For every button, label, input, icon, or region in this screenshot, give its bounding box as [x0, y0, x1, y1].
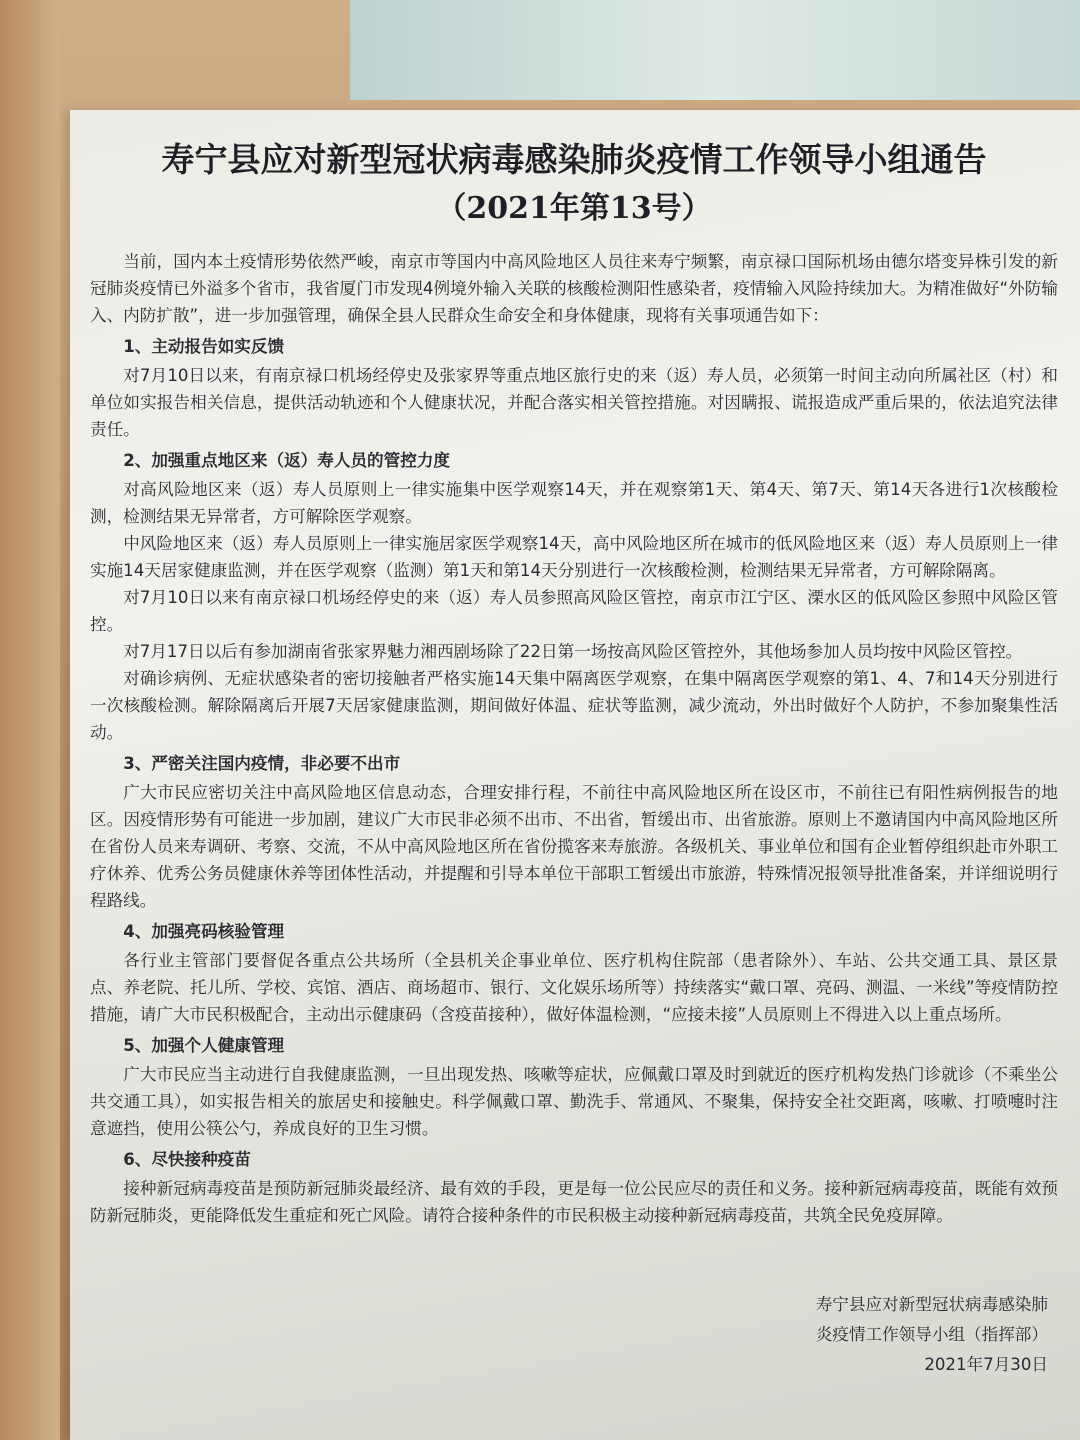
notice-number: （2021年第13号）	[436, 191, 712, 226]
section-paragraph: 各行业主管部门要督促各重点公共场所（全县机关企事业单位、医疗机构住院部（患者除外）、车站、公共交通工具、景区景点、养老院、托儿所、学校、宾馆、酒店、商场超市、银行、文化娱乐场所等）持续落实“戴口罩、亮码、测温、一米线”等疫情防控措施，请广大市民积极配合，主动出示健康码（含疫苗接种），做好体温检测，“应接未接”人员原则上不得进入以上重点场所。	[90, 951, 1058, 1024]
section-heading: 6、尽快接种疫苗	[123, 1150, 251, 1169]
section-paragraph: 接种新冠病毒疫苗是预防新冠肺炎最经济、最有效的手段，更是每一位公民应尽的责任和义务。接种新冠病毒疫苗，既能有效预防新冠肺炎，更能降低发生重症和死亡风险。请符合接种条件的市民积极主动接种新冠病毒疫苗，共筑全民免疫屏障。	[90, 1179, 1058, 1225]
notice-body	[90, 248, 1058, 1229]
section-paragraph: 对7月17日以后有参加湖南省张家界魅力湘西剧场除了22日第一场按高风险区管控外，其他场参加人员均按中风险区管控。	[123, 642, 1023, 661]
section-heading: 1、主动报告如实反馈	[123, 337, 285, 356]
signature-block	[816, 1290, 1048, 1380]
section-2	[90, 447, 1058, 746]
section-4	[90, 918, 1058, 1028]
glass-window	[350, 0, 1080, 100]
section-paragraph: 对高风险地区来（返）寿人员原则上一律实施集中医学观察14天，并在观察第1天、第4天、第7天、第14天各进行1次核酸检测，检测结果无异常者，方可解除医学观察。	[90, 480, 1058, 526]
section-paragraph: 对7月10日以来，有南京禄口机场经停史及张家界等重点地区旅行史的来（返）寿人员，必须第一时间主动向所属社区（村）和单位如实报告相关信息，提供活动轨迹和个人健康状况，并配合落实相关管控措施。对因瞒报、谎报造成严重后果的，依法追究法律责任。	[90, 366, 1058, 439]
section-3	[90, 750, 1058, 914]
section-heading: 3、严密关注国内疫情，非必要不出市	[123, 754, 401, 773]
signature-org-line2: 炎疫情工作领导小组（指挥部）	[815, 1325, 1048, 1344]
notice-poster	[70, 110, 1080, 1440]
section-heading: 5、加强个人健康管理	[123, 1036, 285, 1055]
section-paragraph: 广大市民应密切关注中高风险地区信息动态，合理安排行程，不前往中高风险地区所在设区市，不前往已有阳性病例报告的地区。因疫情形势有可能进一步加剧，建议广大市民非必须不出市、不出省，暂缓出市、出省旅游。原则上不邀请国内中高风险地区所在省份人员来寿调研、考察、交流，不从中高风险地区所在省份揽客来寿旅游。各级机关、事业单位和国有企业暂停组织赴市外职工疗休养、优秀公务员健康休养等团体性活动，并提醒和引导本单位干部职工暂缓出市旅游，特殊情况报领导批准备案，并详细说明行程路线。	[90, 783, 1058, 910]
signature-org-line1: 寿宁县应对新型冠状病毒感染肺	[815, 1295, 1048, 1314]
section-heading: 2、加强重点地区来（返）寿人员的管控力度	[123, 451, 451, 470]
section-paragraph: 中风险地区来（返）寿人员原则上一律实施居家医学观察14天，高中风险地区所在城市的低风险地区来（返）寿人员原则上一律实施14天居家健康监测，并在医学观察（监测）第1天和第14天分别进行一次核酸检测，检测结果无异常者，方可解除隔离。	[90, 534, 1058, 580]
section-heading: 4、加强亮码核验管理	[123, 922, 285, 941]
notice-title: 寿宁县应对新型冠状病毒感染肺炎疫情工作领导小组通告	[161, 140, 987, 179]
intro-paragraph: 当前，国内本土疫情形势依然严峻，南京市等国内中高风险地区人员往来寿宁频繁，南京禄口国际机场由德尔塔变异株引发的新冠肺炎疫情已外溢多个省市，我省厦门市发现4例境外输入关联的核酸检测阳性感染者，疫情输入风险持续加大。为精准做好“外防输入、内防扩散”，进一步加强管理，确保全县人民群众生命安全和身体健康，现将有关事项通告如下：	[90, 252, 1058, 325]
signature-date: 2021年7月30日	[924, 1355, 1048, 1374]
section-5	[90, 1032, 1058, 1142]
section-1	[90, 333, 1058, 443]
section-paragraph: 对7月10日以来有南京禄口机场经停史的来（返）寿人员参照高风险区管控，南京市江宁区、溧水区的低风险区参照中风险区管控。	[90, 588, 1058, 634]
section-paragraph: 广大市民应当主动进行自我健康监测，一旦出现发热、咳嗽等症状，应佩戴口罩及时到就近的医疗机构发热门诊就诊（不乘坐公共交通工具），如实报告相关的旅居史和接触史。科学佩戴口罩、勤洗手、常通风、不聚集，保持安全社交距离，咳嗽、打喷嚏时注意遮挡，使用公筷公勺，养成良好的卫生习惯。	[90, 1065, 1058, 1138]
section-6	[90, 1146, 1058, 1229]
door-frame	[0, 0, 60, 1440]
section-paragraph: 对确诊病例、无症状感染者的密切接触者严格实施14天集中隔离医学观察，在集中隔离医学观察的第1、4、7和14天分别进行一次核酸检测。解除隔离后开展7天居家健康监测，期间做好体温、症状等监测，减少流动，外出时做好个人防护，不参加聚集性活动。	[90, 669, 1058, 742]
